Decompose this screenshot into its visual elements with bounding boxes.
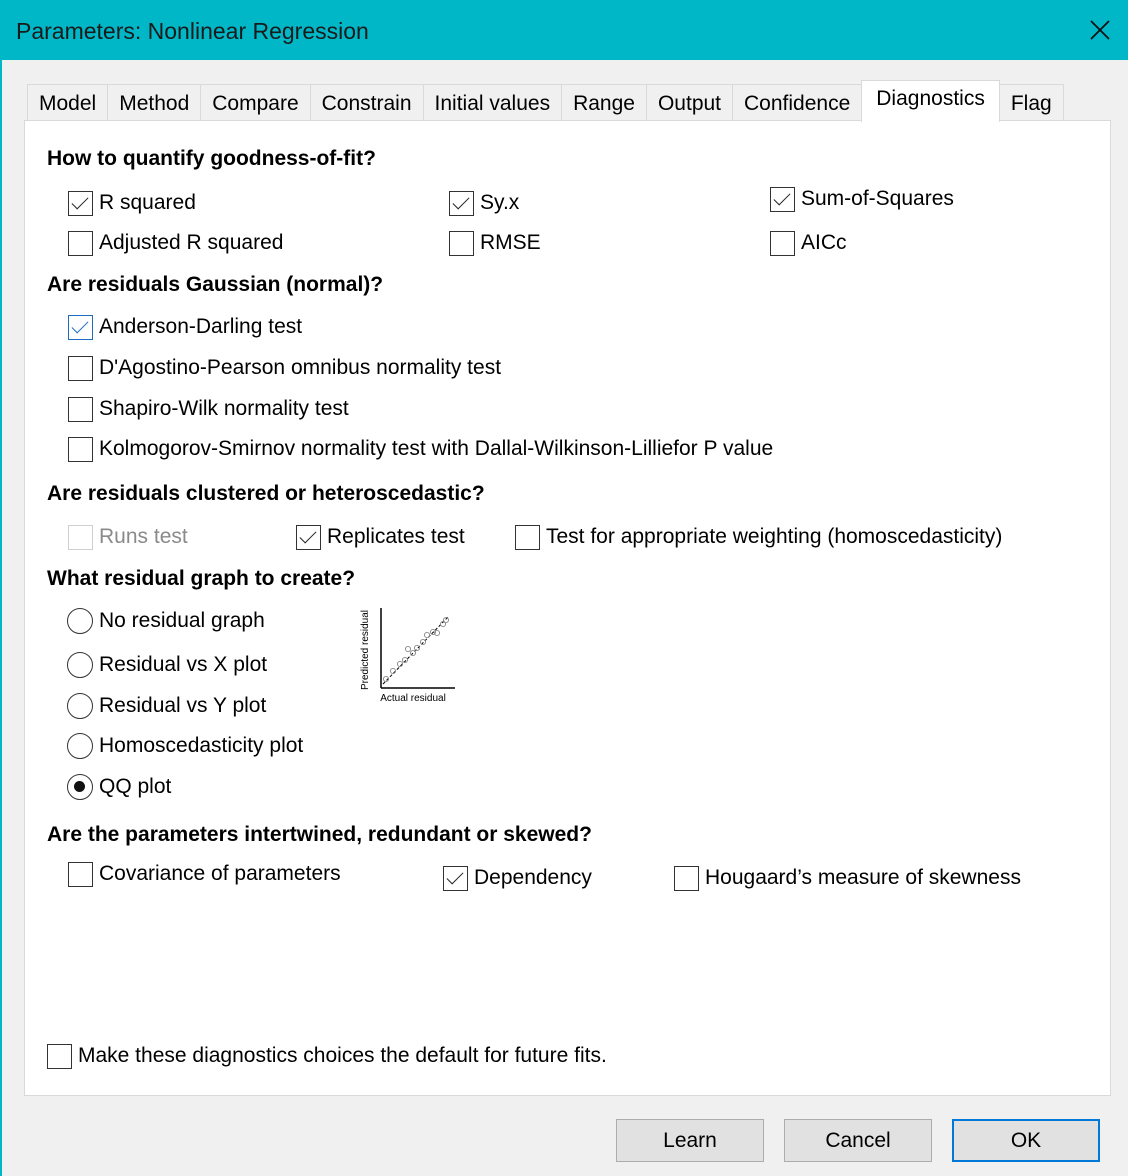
graph-heading: What residual graph to create? xyxy=(47,567,356,590)
residual-vs-y-radio[interactable] xyxy=(67,693,93,719)
r-squared-label: R squared xyxy=(99,191,196,214)
r-squared-option[interactable] xyxy=(68,190,196,216)
aicc-label: AICc xyxy=(801,231,847,254)
residual-vs-x-radio[interactable] xyxy=(67,652,93,678)
replicates-test-label: Replicates test xyxy=(327,525,465,548)
dagostino-label: D'Agostino-Pearson omnibus normality test xyxy=(99,356,502,379)
tab-confidence[interactable]: Confidence xyxy=(732,84,862,122)
r-squared-checkbox[interactable] xyxy=(68,191,93,216)
parameters-heading: Are the parameters intertwined, redundant or skewed? xyxy=(47,823,592,846)
tab-output[interactable]: Output xyxy=(646,84,733,122)
replicates-test-option[interactable] xyxy=(296,524,465,550)
aicc-checkbox[interactable] xyxy=(770,231,795,256)
residual-vs-x-option[interactable] xyxy=(67,652,267,678)
preview-y-label: Predicted residual xyxy=(360,609,371,691)
dependency-option[interactable] xyxy=(443,865,592,891)
ok-button[interactable]: OK xyxy=(952,1119,1100,1162)
window-title: Parameters: Nonlinear Regression xyxy=(16,18,369,44)
tab-model[interactable]: Model xyxy=(27,84,108,122)
adj-r-squared-option[interactable] xyxy=(68,230,283,256)
dagostino-option[interactable] xyxy=(68,355,501,381)
tab-flag[interactable]: Flag xyxy=(999,84,1064,122)
goodness-heading: How to quantify goodness-of-fit? xyxy=(47,147,376,170)
shapiro-wilk-label: Shapiro-Wilk normality test xyxy=(99,397,349,420)
anderson-darling-option[interactable] xyxy=(68,314,302,340)
tab-range[interactable]: Range xyxy=(561,84,647,122)
dependency-label: Dependency xyxy=(474,866,592,889)
no-residual-graph-radio[interactable] xyxy=(67,608,93,634)
tab-bar xyxy=(27,84,1063,122)
syx-option[interactable] xyxy=(449,190,519,216)
covariance-label: Covariance of parameters xyxy=(99,862,341,885)
syx-label: Sy.x xyxy=(480,191,520,214)
residual-vs-y-label: Residual vs Y plot xyxy=(99,694,267,717)
qq-plot-option[interactable] xyxy=(67,774,171,800)
qq-plot-label: QQ plot xyxy=(99,775,172,798)
close-button[interactable] xyxy=(1072,0,1128,60)
weighting-test-option[interactable] xyxy=(515,524,1002,550)
homoscedasticity-plot-option[interactable] xyxy=(67,733,303,759)
hougaard-checkbox[interactable] xyxy=(674,866,699,891)
replicates-test-checkbox[interactable] xyxy=(296,525,321,550)
homoscedasticity-plot-radio[interactable] xyxy=(67,733,93,759)
window-border xyxy=(0,60,2,1176)
sum-of-squares-checkbox[interactable] xyxy=(770,187,795,212)
normality-heading: Are residuals Gaussian (normal)? xyxy=(47,273,384,296)
adj-r-squared-checkbox[interactable] xyxy=(68,231,93,256)
learn-button[interactable]: Learn xyxy=(616,1119,764,1162)
qq-plot-preview xyxy=(355,604,465,708)
sum-of-squares-label: Sum-of-Squares xyxy=(801,187,954,210)
dagostino-checkbox[interactable] xyxy=(68,356,93,381)
covariance-option[interactable] xyxy=(68,861,341,887)
cancel-button[interactable]: Cancel xyxy=(784,1119,932,1162)
tab-method[interactable]: Method xyxy=(107,84,201,122)
shapiro-wilk-option[interactable] xyxy=(68,396,349,422)
dependency-checkbox[interactable] xyxy=(443,866,468,891)
rmse-option[interactable] xyxy=(449,230,541,256)
kolmogorov-smirnov-checkbox[interactable] xyxy=(68,437,93,462)
tab-constrain[interactable]: Constrain xyxy=(310,84,424,122)
weighting-test-label: Test for appropriate weighting (homoscedasticity) xyxy=(546,525,1003,548)
clustered-heading: Are residuals clustered or heteroscedastic? xyxy=(47,482,485,505)
shapiro-wilk-checkbox[interactable] xyxy=(68,397,93,422)
close-icon xyxy=(1089,19,1111,41)
default-choice-option[interactable] xyxy=(47,1043,607,1069)
default-choice-label: Make these diagnostics choices the default for future fits. xyxy=(78,1044,607,1067)
rmse-label: RMSE xyxy=(480,231,541,254)
preview-x-label: Actual residual xyxy=(380,693,446,704)
anderson-darling-checkbox[interactable] xyxy=(68,315,93,340)
homoscedasticity-plot-label: Homoscedasticity plot xyxy=(99,734,304,757)
sum-of-squares-option[interactable] xyxy=(770,186,954,212)
no-residual-graph-option[interactable] xyxy=(67,608,265,634)
no-residual-graph-label: No residual graph xyxy=(99,609,265,632)
runs-test-option xyxy=(68,524,188,550)
covariance-checkbox[interactable] xyxy=(68,862,93,887)
hougaard-option[interactable] xyxy=(674,865,1021,891)
runs-test-checkbox xyxy=(68,525,93,550)
residual-vs-y-option[interactable] xyxy=(67,693,266,719)
kolmogorov-smirnov-label: Kolmogorov-Smirnov normality test with Dallal-Wilkinson-Lilliefor P value xyxy=(99,437,774,460)
default-choice-checkbox[interactable] xyxy=(47,1044,72,1069)
qq-plot-radio[interactable] xyxy=(67,774,93,800)
rmse-checkbox[interactable] xyxy=(449,231,474,256)
weighting-test-checkbox[interactable] xyxy=(515,525,540,550)
tab-initial-values[interactable]: Initial values xyxy=(423,84,563,122)
adj-r-squared-label: Adjusted R squared xyxy=(99,231,284,254)
hougaard-label: Hougaard’s measure of skewness xyxy=(705,866,1021,889)
runs-test-label: Runs test xyxy=(99,525,188,548)
syx-checkbox[interactable] xyxy=(449,191,474,216)
residual-vs-x-label: Residual vs X plot xyxy=(99,653,268,676)
kolmogorov-smirnov-option[interactable] xyxy=(68,436,773,462)
title-bar xyxy=(0,0,1128,60)
aicc-option[interactable] xyxy=(770,230,847,256)
anderson-darling-label: Anderson-Darling test xyxy=(99,315,303,338)
tab-diagnostics[interactable]: Diagnostics xyxy=(861,80,1000,122)
tab-compare[interactable]: Compare xyxy=(200,84,310,122)
